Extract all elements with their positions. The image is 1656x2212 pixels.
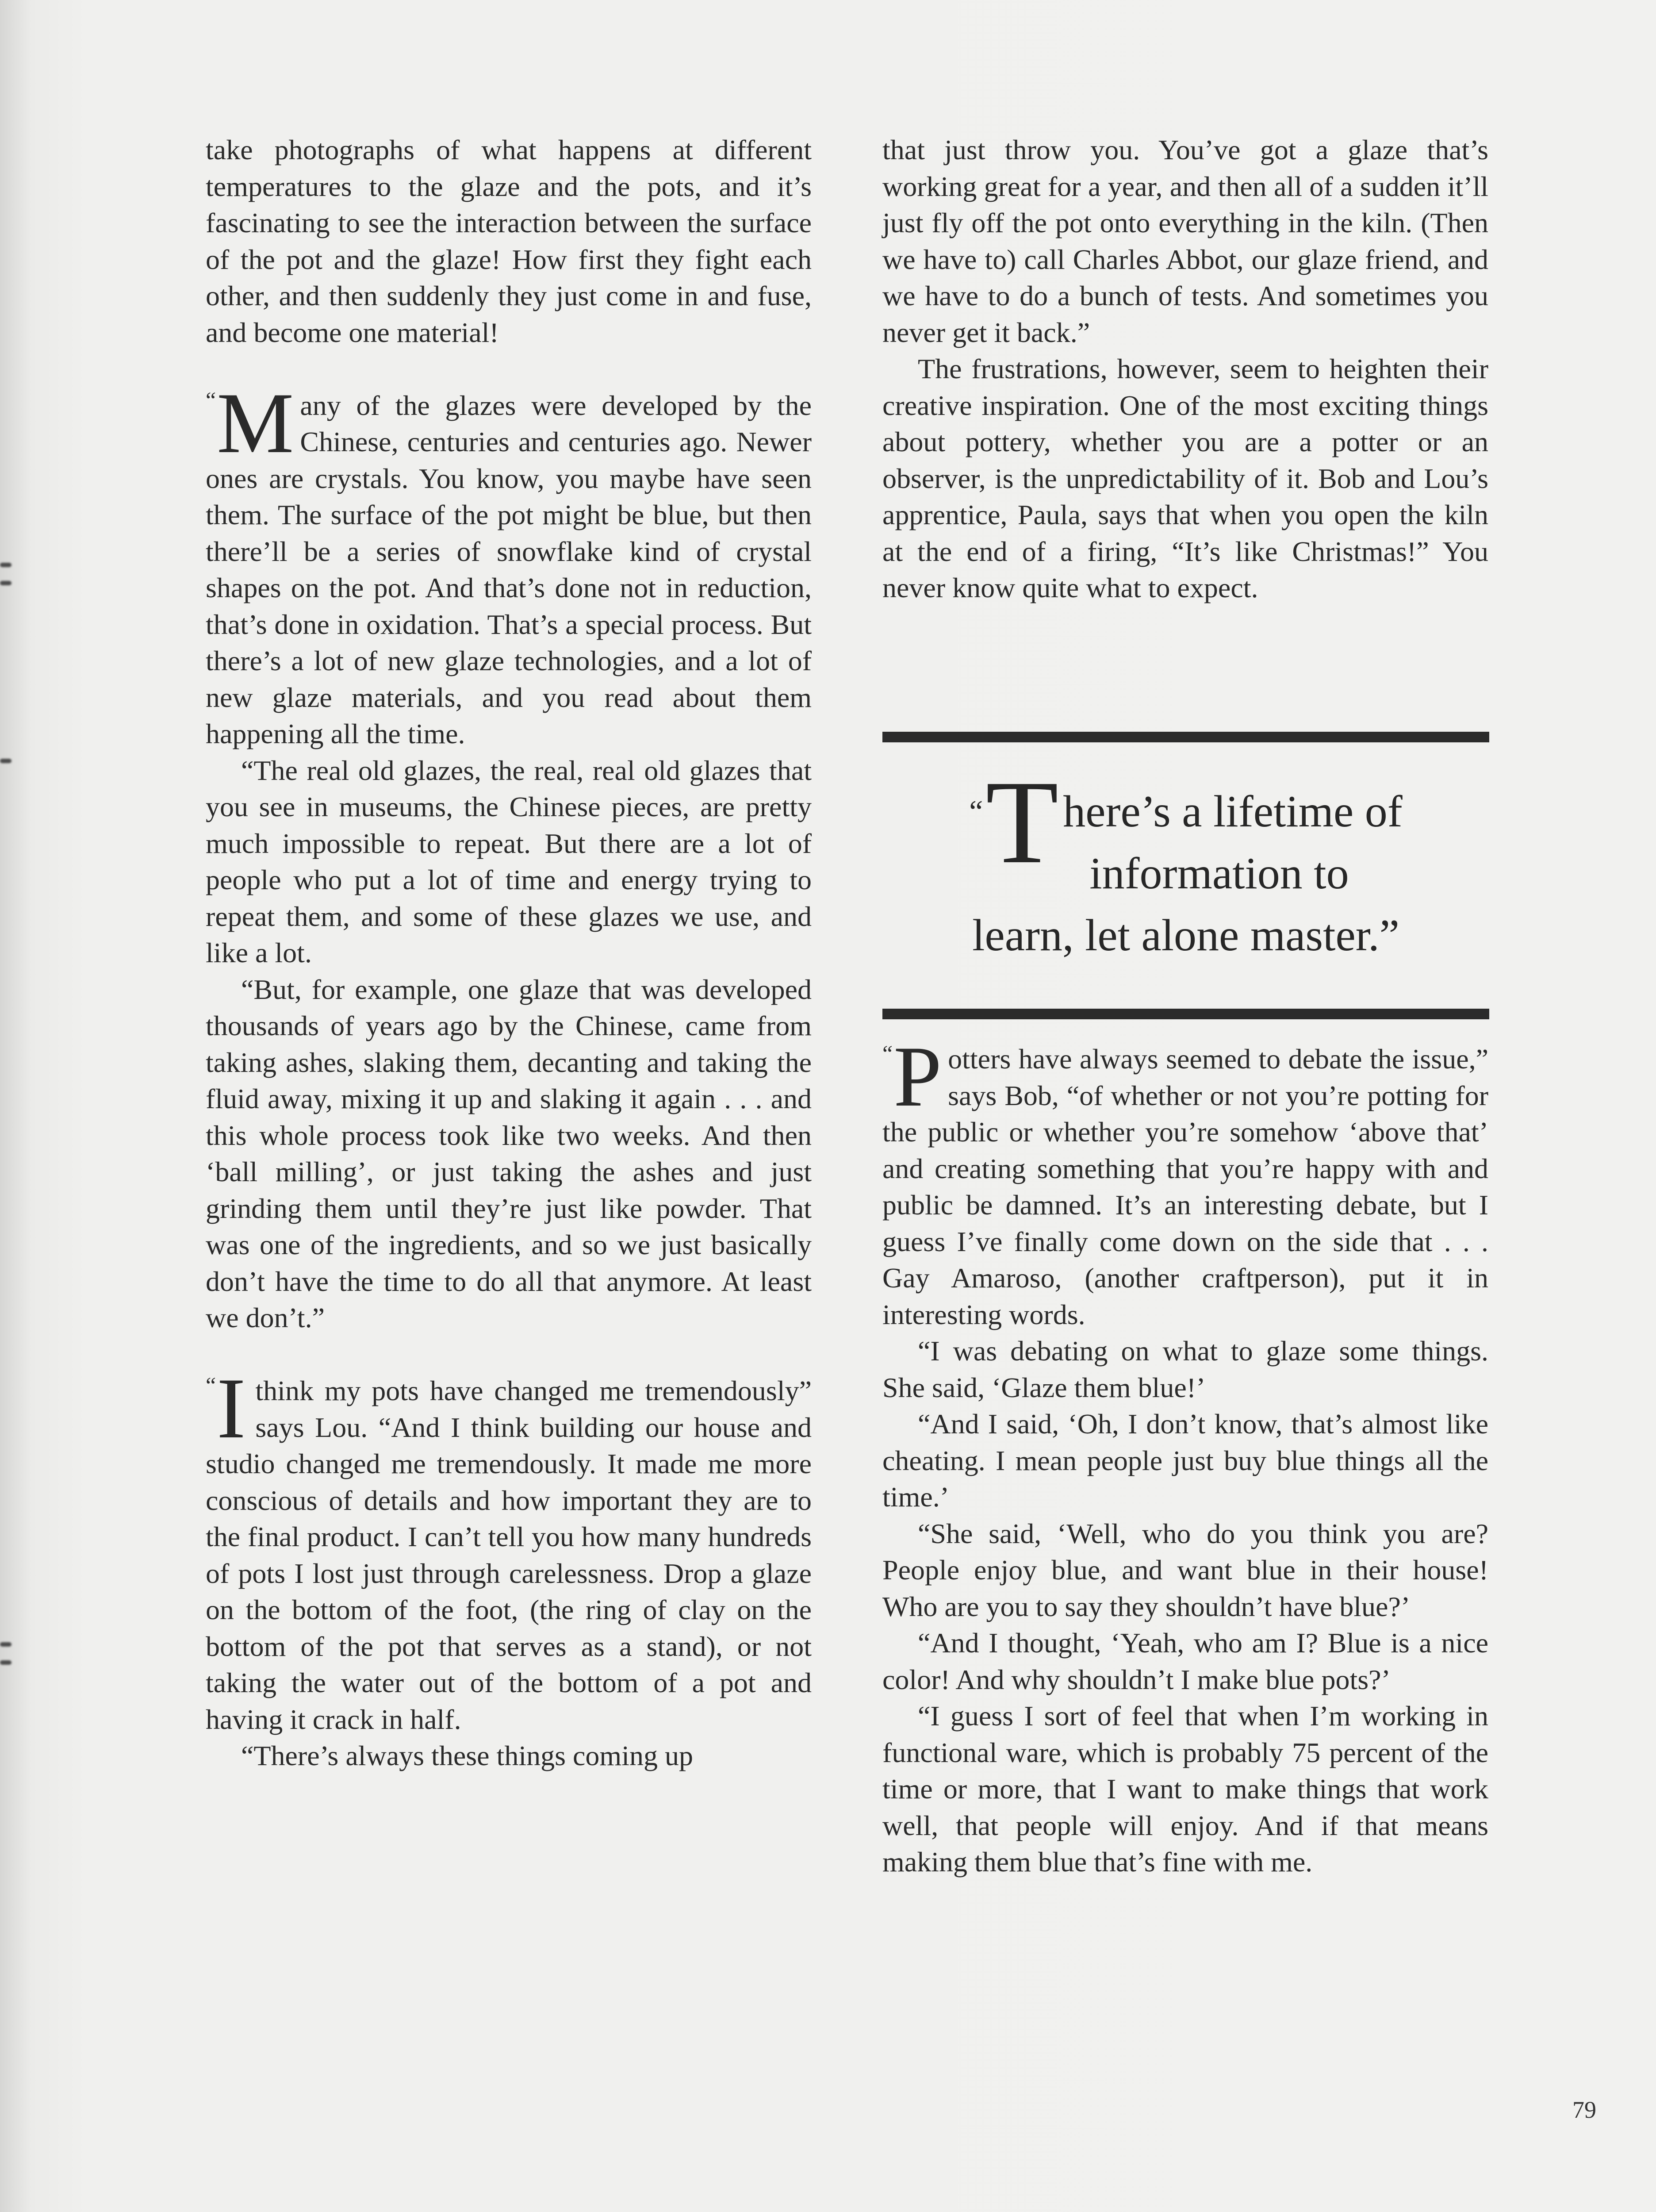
open-quote: “ [882,1041,893,1067]
paragraph-text: any of the glazes were developed by the Chinese, centuries and centuries ago. Newer ones are crystals. You know, you maybe have seen them. The surface of the pot might be blue, but then there’ll be a series of snowflake kind of crystal shapes on the pot. And that’s done not in reduction, that’s done in oxidation. That’s a special process. But there’s a lot of new glaze technologies, and a lot of new glaze materials, and you read about them happening all the time. [206,389,812,749]
pull-quote-line: information to [1089,849,1349,899]
binding-mark [0,1660,12,1665]
binding-mark [0,759,12,763]
paragraph-text: otters have always seemed to debate the issue,” says Bob, “of whether or not you’re potting for the public or whether you’re somehow ‘above that’ and creating something that you’re happy with and public be damned. It’s an interesting debate, but I guess I’ve finally come down on the side that . . . Gay Amaroso, (another craftperson), put it in interesting words. [882,1043,1488,1330]
pull-quote-bottom-rule [882,1009,1489,1019]
binding-mark [0,1642,12,1647]
left-column [206,132,812,1774]
paragraph: “The real old glazes, the real, real old glazes that you see in museums, the Chinese pieces, are pretty much impossible to repeat. But there are a lot of people who put a lot of time and energy trying to repeat them, and some of these glazes we use, and like a lot. [206,754,812,968]
paragraph: The frustrations, however, seem to heighten their creative inspiration. One of the most exciting things about pottery, whether you are a potter or an observer, is the unpredictability of it. Bob and Lou’s apprentice, Paula, says that when you open the kiln at the end of a firing, “It’s like Christmas!” You never know quite what to expect. [882,353,1488,603]
paragraph-dropcap-m [206,375,812,753]
drop-cap: M [217,375,294,471]
pull-quote-open-mark: “ [969,795,983,829]
right-column-lower [882,1029,1488,1881]
pull-quote-top-rule [882,732,1489,742]
paragraph: “She said, ‘Well, who do you think you are? People enjoy blue, and want blue in their house! Who are you to say they shouldn’t have blue?’ [882,1517,1488,1622]
pull-quote-drop-cap: T [985,756,1059,888]
paragraph-text: think my pots have changed me tremendously” says Lou. “And I think building our house and studio changed me tremendously. It made me more conscious of details and how important they are to the final product. I can’t tell you how many hundreds of pots I lost just through carelessness. Drop a glaze on the bottom of the foot, (the ring of clay on the bottom of the pot that serves as a stand), or not taking the water out of the bottom of a pot and having it crack in half. [206,1375,812,1735]
binding-mark [0,581,12,585]
pull-quote-line: learn, let alone master.” [972,910,1399,960]
paragraph: that just throw you. You’ve got a glaze that’s working great for a year, and then all of a sudden it’ll just fly off the pot onto everything in the kiln. (Then we have to) call Charles Abbot, our glaze friend, and we have to do a bunch of tests. And sometimes you never get it back.” [882,134,1488,348]
drop-cap: P [893,1029,942,1125]
paragraph: “And I said, ‘Oh, I don’t know, that’s almost like cheating. I mean people just buy blue things all the time.’ [882,1408,1488,1513]
pull-quote [882,756,1489,967]
paragraph: “I was debating on what to glaze some things. She said, ‘Glaze them blue!’ [882,1335,1488,1403]
open-quote: “ [206,388,216,413]
paragraph: take photographs of what happens at different temperatures to the glaze and the pots, and it’s fascinating to see the interaction between the surface of the pot and the glaze! How first they fight each other, and then suddenly they just come in and fuse, and become one material! [206,134,812,348]
paragraph-dropcap-i [206,1360,812,1738]
open-quote: “ [206,1373,216,1398]
pull-quote-right-lines [1063,781,1403,905]
paragraph: “I guess I sort of feel that when I’m working in functional ware, which is probably 75 percent of the time or more, that I want to make things that work well, that people will enjoy. And if that means making them blue that’s fine with me. [882,1700,1488,1878]
pull-quote-line: here’s a lifetime of [1063,787,1403,837]
paragraph: “And I thought, ‘Yeah, who am I? Blue is a nice color! And why shouldn’t I make blue pots?’ [882,1627,1488,1695]
binding-mark [0,563,12,567]
paragraph-dropcap-p [882,1029,1488,1333]
paragraph: “There’s always these things coming up [241,1740,693,1771]
pull-quote-first-lines [882,756,1489,905]
paragraph: “But, for example, one glaze that was developed thousands of years ago by the Chinese, came from taking ashes, slaking them, decanting and taking the fluid away, mixing it up and slaking it again . . . and this whole process took like two weeks. And then ‘ball milling’, or just taking the ashes and just grinding them until they’re just like powder. That was one of the ingredients, and so we just basically don’t have the time to do all that anymore. At least we don’t.” [206,973,812,1333]
drop-cap: I [217,1360,246,1456]
page-number: 79 [1572,2097,1596,2123]
